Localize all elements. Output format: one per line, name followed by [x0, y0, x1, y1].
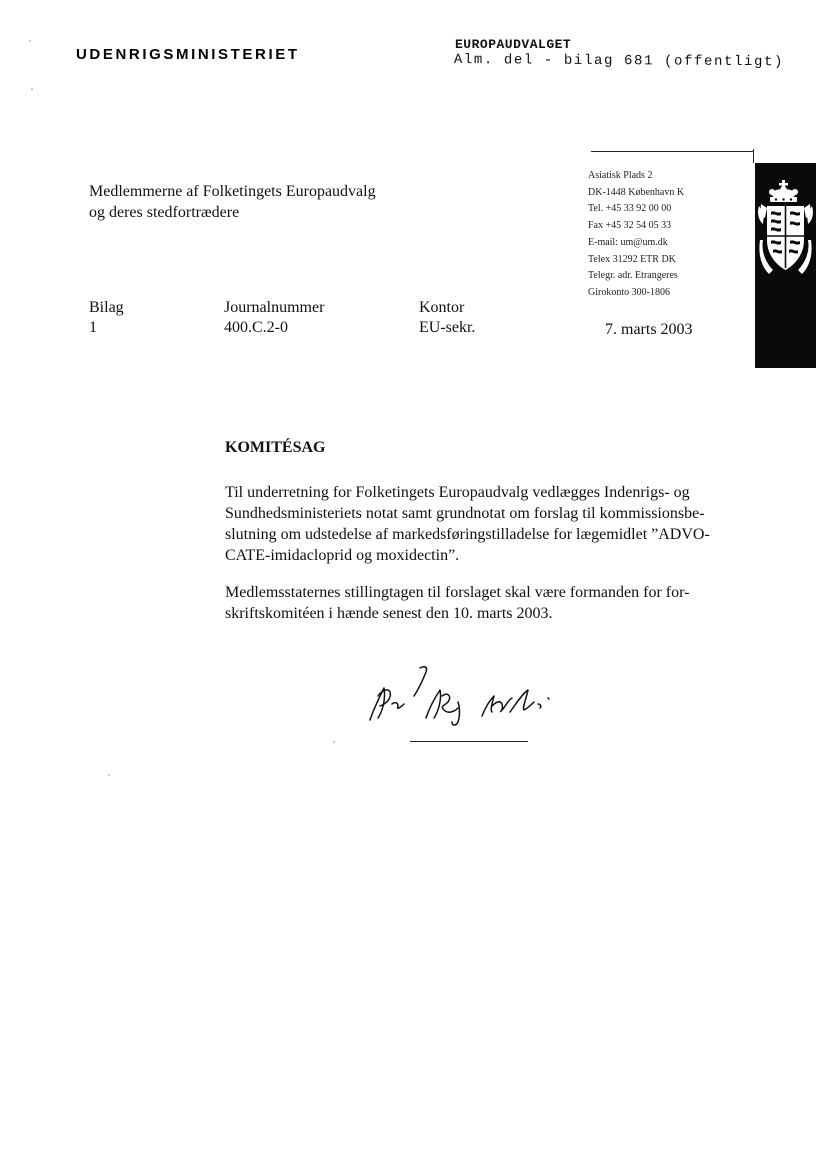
ministry-name-text: UDENRIGSMINISTERIET	[76, 46, 300, 63]
paragraph-line: CATE-imidacloprid og moxidectin”.	[225, 547, 460, 564]
scan-speck	[333, 741, 335, 743]
stamp-reference: Alm. del - bilag 681 (offentligt)	[453, 52, 785, 71]
stamp-committee: EUROPAUDVALGET	[455, 37, 572, 52]
coat-of-arms-panel	[755, 163, 816, 368]
scan-speck	[108, 774, 110, 776]
journal-label: Journalnummer	[224, 299, 325, 316]
signature-line	[410, 741, 528, 742]
address-line: Tel. +45 33 92 00 00	[588, 203, 672, 215]
paragraph-line: skriftskomitéen i hænde senest den 10. marts 2003.	[225, 605, 553, 622]
address-line: Girokonto 300-1806	[588, 286, 670, 298]
recipient-line: Medlemmerne af Folketingets Europaudvalg	[89, 183, 376, 200]
letter-date: 7. marts 2003	[605, 321, 693, 338]
recipient-block	[89, 181, 376, 223]
address-line: Asiatisk Plads 2	[588, 170, 653, 181]
journal-value: 400.C.2-0	[224, 319, 288, 336]
address-line: DK-1448 København K	[588, 186, 685, 198]
kontor-label: Kontor	[419, 299, 465, 316]
paragraph-line: Medlemsstaternes stillingtagen til forslaget skal være formanden for for-	[225, 584, 690, 601]
bilag-value: 1	[89, 319, 97, 336]
recipient-line: og deres stedfortrædere	[89, 204, 240, 221]
address-line: Fax +45 32 54 05 33	[588, 220, 672, 232]
subject-heading: KOMITÉSAG	[225, 439, 326, 456]
scan-speck	[31, 88, 33, 90]
address-rule	[591, 151, 754, 152]
address-line: Telegr. adr. Etrangeres	[588, 270, 678, 282]
bilag-label: Bilag	[89, 299, 124, 316]
address-line: Telex 31292 ETR DK	[588, 253, 676, 265]
paragraph-line: Til underretning for Folketingets Europaudvalg vedlægges Indenrigs- og	[225, 484, 690, 501]
body-paragraph-1	[225, 482, 755, 566]
coat-of-arms-icon	[755, 178, 816, 308]
ministry-name	[76, 46, 300, 63]
paragraph-line: Sundhedsministeriets notat samt grundnotat om forslag til kommissionsbe-	[225, 505, 705, 522]
kontor-value: EU-sekr.	[419, 319, 476, 336]
address-block	[588, 168, 684, 302]
handwritten-signature	[362, 660, 572, 750]
scan-speck	[29, 40, 31, 42]
body-paragraph-2	[225, 582, 755, 624]
address-rule-tick	[753, 149, 754, 163]
paragraph-line: slutning om udstedelse af markedsføringstilladelse for lægemidlet ”ADVO-	[225, 526, 710, 543]
address-line: E-mail: um@um.dk	[588, 236, 668, 248]
